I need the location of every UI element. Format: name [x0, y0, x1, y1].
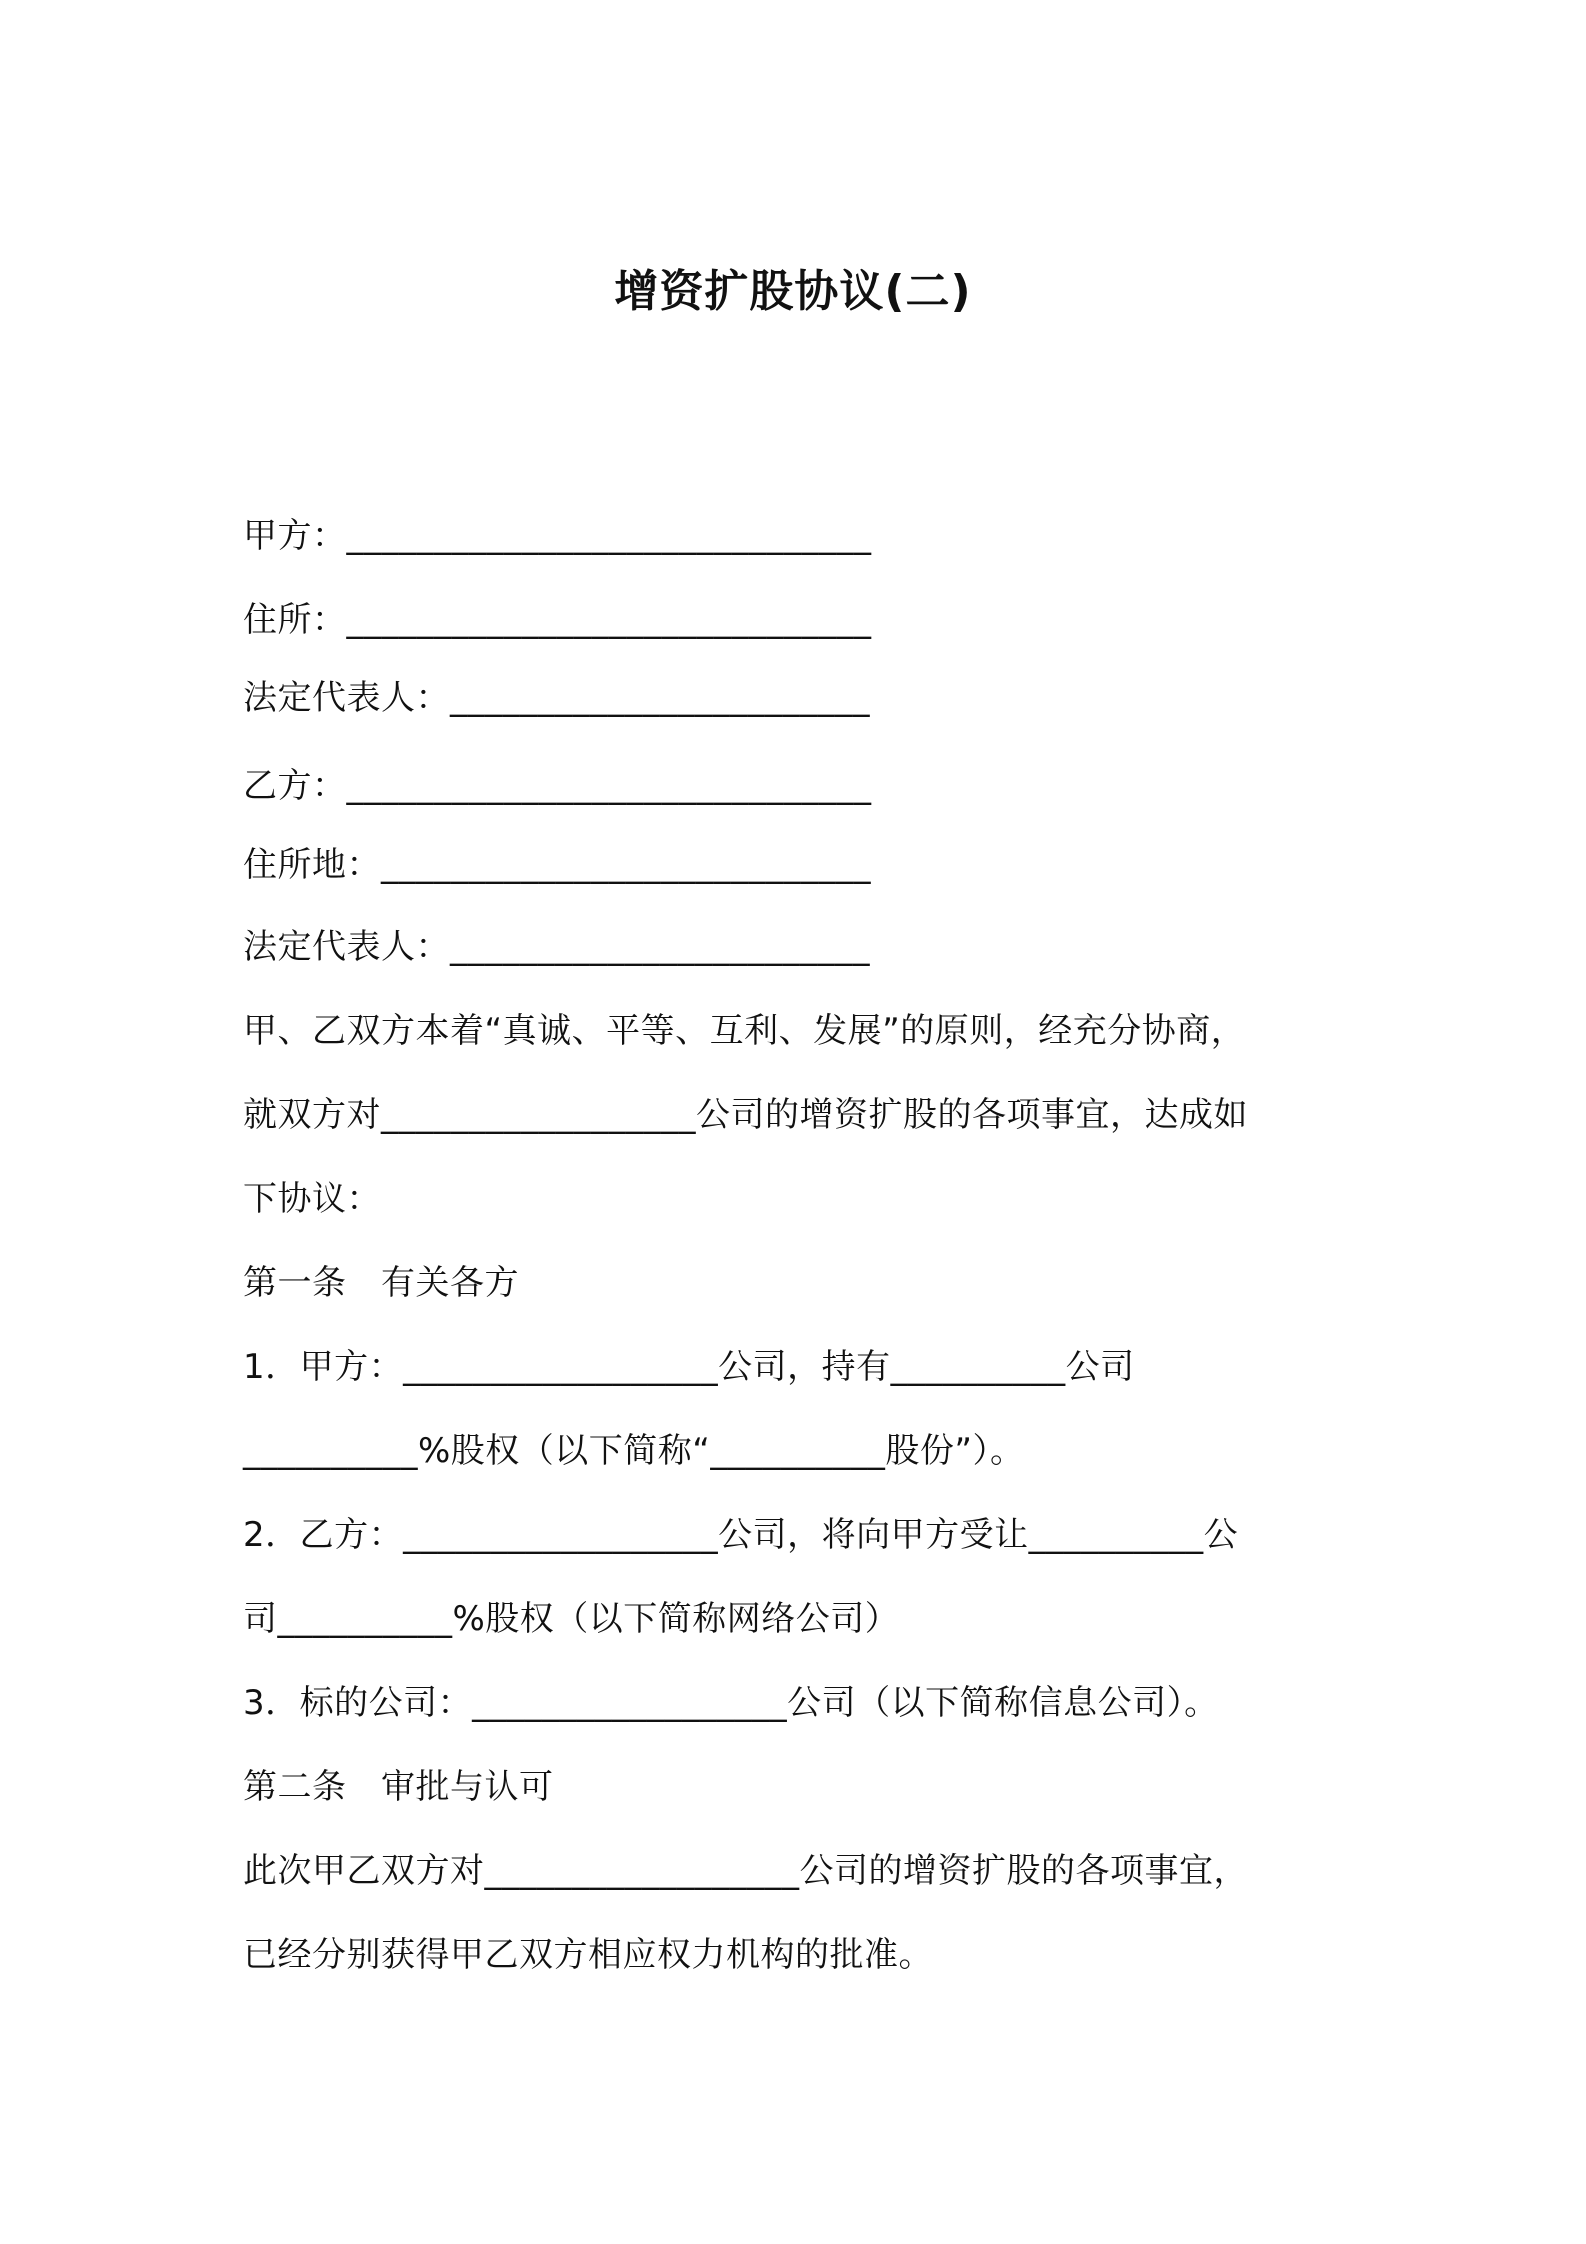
article-2-body-line-2: 已经分别获得甲乙双方相应权力机构的批准。 [243, 1935, 933, 1975]
article-1-clause-2-line-2: 司__________%股权（以下简称网络公司） [243, 1599, 900, 1639]
article-1-clause-1-line-1: 1．甲方：__________________公司，持有__________公司 [243, 1347, 1135, 1387]
article-2-heading: 第二条 审批与认可 [243, 1767, 554, 1807]
article-1-heading: 第一条 有关各方 [243, 1263, 519, 1303]
document-title: 增资扩股协议(二) [614, 266, 972, 317]
party-a-legal-rep-field: 法定代表人：________________________ [243, 678, 870, 718]
party-a-address-field: 住所：______________________________ [243, 600, 872, 640]
preamble-line-2: 就双方对__________________公司的增资扩股的各项事宜，达成如 [243, 1095, 1248, 1135]
party-b-address-field: 住所地：____________________________ [243, 845, 871, 885]
article-1-clause-1-line-2: __________%股权（以下简称“__________股份”）。 [243, 1431, 1025, 1471]
article-2-body-line-1: 此次甲乙双方对__________________公司的增资扩股的各项事宜， [243, 1851, 1248, 1891]
article-1-clause-2-line-1: 2．乙方：__________________公司，将向甲方受让__________公 [243, 1515, 1239, 1555]
article-1-clause-3: 3．标的公司：__________________公司（以下简称信息公司）。 [243, 1683, 1219, 1723]
party-b-legal-rep-field: 法定代表人：________________________ [243, 927, 870, 967]
preamble-line-3: 下协议： [243, 1179, 381, 1219]
party-a-name-field: 甲方：______________________________ [243, 516, 872, 556]
preamble-line-1: 甲、乙双方本着“真诚、平等、互利、发展”的原则，经充分协商， [243, 1011, 1246, 1051]
party-b-name-field: 乙方：______________________________ [243, 766, 872, 806]
